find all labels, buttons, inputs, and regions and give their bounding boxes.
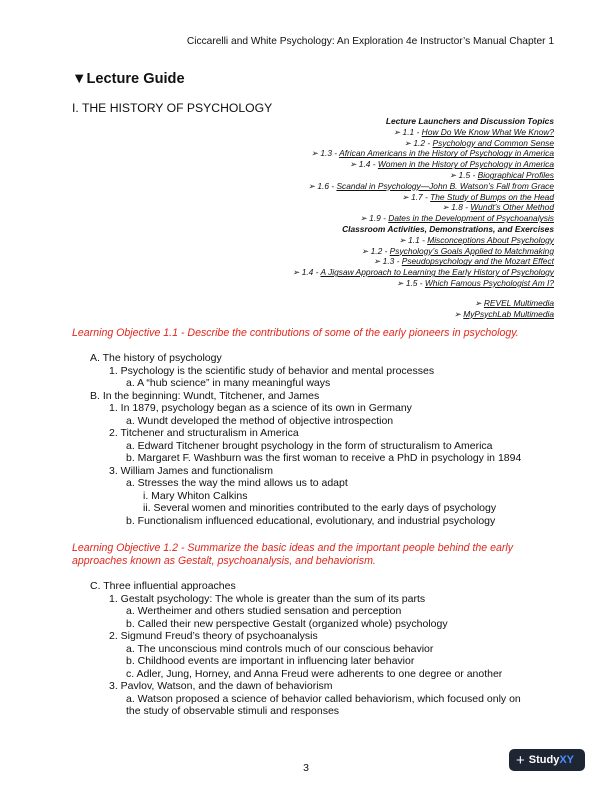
activity-item[interactable]: ➢ 1.2 - Psychology’s Goals Applied to Matchmaking	[361, 245, 554, 256]
multimedia-item[interactable]: ➢ MyPsychLab Multimedia	[453, 308, 554, 319]
brand-label: StudyXY	[528, 754, 575, 766]
outline-section-ab	[72, 352, 552, 527]
outline-item: a. Watson proposed a science of behavior called behaviorism, which focused only on	[126, 692, 521, 705]
launcher-link[interactable]: Scandal in Psychology—John B. Watson’s Fall from Grace	[336, 180, 554, 191]
activity-link[interactable]: A Jigsaw Approach to Learning the Early History of Psychology	[320, 267, 554, 278]
activity-item[interactable]: ➢ 1.5 - Which Famous Psychologist Am I?	[396, 277, 554, 288]
outline-item: b. Called their new perspective Gestalt (organized whole) psychology	[126, 617, 448, 630]
lecture-guide-heading: ▼Lecture Guide	[72, 71, 185, 87]
activity-item[interactable]: ➢ 1.1 - Misconceptions About Psychology	[398, 234, 554, 245]
outline-item: a. Wundt developed the method of objective introspection	[126, 414, 394, 427]
activities-heading: Classroom Activities, Demonstrations, and Exercises	[342, 223, 554, 234]
multimedia-item[interactable]: ➢ REVEL Multimedia	[474, 297, 554, 308]
outline-item: b. Childhood events are important in influencing later behavior	[126, 655, 415, 667]
page-number: 3	[303, 762, 309, 774]
launcher-link[interactable]: Wundt’s Other Method	[470, 202, 554, 213]
outline-item: b. Margaret F. Washburn was the first woman to receive a PhD in psychology in 1894	[126, 452, 522, 464]
outline-item: a. The unconscious mind controls much of our conscious behavior	[126, 642, 434, 655]
outline-item: A. The history of psychology	[90, 352, 222, 364]
learning-objective-1-2: Learning Objective 1.2 - Summarize the basic ideas and the important people behind the early approaches known as Gestalt, psychoanalysis, and behaviorism.	[72, 542, 514, 568]
outline-item: 1. Psychology is the scientific study of behavior and mental processes	[109, 364, 435, 377]
plus-icon: +	[516, 751, 525, 769]
outline-item: 3. Pavlov, Watson, and the dawn of behaviorism	[109, 680, 333, 692]
launcher-item[interactable]: ➢ 1.3 - African Americans in the History of Psychology in America	[310, 148, 554, 159]
outline-item: C. Three influential approaches	[90, 580, 236, 592]
revel-multimedia-link[interactable]: REVEL Multimedia	[483, 297, 554, 308]
outline-item: B. In the beginning: Wundt, Titchener, and James	[90, 389, 320, 402]
outline-item: 1. In 1879, psychology began as a science of its own in Germany	[109, 402, 412, 414]
launcher-item[interactable]: ➢ 1.2 - Psychology and Common Sense	[404, 137, 554, 148]
launcher-link[interactable]: How Do We Know What We Know?	[421, 126, 554, 137]
launcher-link[interactable]: African Americans in the History of Psychology in America	[339, 148, 554, 159]
activity-item[interactable]: ➢ 1.3 - Pseudopsychology and the Mozart Effect	[373, 256, 554, 267]
activity-link[interactable]: Which Famous Psychologist Am I?	[424, 277, 554, 288]
launcher-item[interactable]: ➢ 1.5 - Biographical Profiles	[449, 169, 554, 180]
launcher-item[interactable]: ➢ 1.6 - Scandal in Psychology—John B. Watson’s Fall from Grace	[308, 180, 554, 191]
outline-item: 2. Titchener and structuralism in America	[109, 427, 299, 439]
outline-item: i. Mary Whiton Calkins	[143, 489, 248, 502]
studyxy-badge[interactable]	[509, 749, 585, 771]
outline-item: a. Wertheimer and others studied sensation and perception	[126, 605, 402, 617]
outline-item: 1. Gestalt psychology: The whole is greater than the sum of its parts	[109, 592, 426, 605]
mypsychlab-multimedia-link[interactable]: MyPsychLab Multimedia	[463, 308, 554, 319]
launcher-item[interactable]: ➢ 1.7 - The Study of Bumps on the Head	[401, 191, 554, 202]
outline-item: a. Stresses the way the mind allows us to adapt	[126, 477, 348, 489]
launcher-item[interactable]: ➢ 1.4 - Women in the History of Psychology in America	[349, 159, 554, 170]
activity-link[interactable]: Misconceptions About Psychology	[427, 234, 554, 245]
resource-sidebar	[234, 116, 554, 319]
activity-link[interactable]: Pseudopsychology and the Mozart Effect	[401, 256, 554, 267]
launcher-item[interactable]: ➢ 1.8 - Wundt’s Other Method	[441, 202, 554, 213]
launcher-item[interactable]: ➢ 1.9 - Dates in the Development of Psychoanalysis	[359, 213, 554, 224]
spacer	[234, 289, 554, 298]
outline-item: b. Functionalism influenced educational, evolutionary, and industrial psychology	[126, 514, 496, 527]
launcher-link[interactable]: Psychology and Common Sense	[432, 137, 554, 148]
learning-objective-1-1: Learning Objective 1.1 - Describe the contributions of some of the early pioneers in psychology.	[72, 327, 519, 339]
outline-item: 2. Sigmund Freud’s theory of psychoanalysis	[109, 630, 318, 642]
launcher-item[interactable]: ➢ 1.1 - How Do We Know What We Know?	[393, 126, 554, 137]
outline-item: c. Adler, Jung, Horney, and Anna Freud were adherents to one degree or another	[126, 667, 503, 680]
activity-item[interactable]: ➢ 1.4 - A Jigsaw Approach to Learning the Early History of Psychology	[292, 267, 554, 278]
launcher-link[interactable]: Women in the History of Psychology in America	[377, 159, 554, 170]
activity-link[interactable]: Psychology’s Goals Applied to Matchmaking	[389, 245, 554, 256]
section-title: I. THE HISTORY OF PSYCHOLOGY	[72, 101, 273, 115]
outline-item: a. A “hub science” in many meaningful ways	[126, 377, 331, 389]
launcher-link[interactable]: Dates in the Development of Psychoanalysis	[388, 213, 554, 224]
page-header: Ciccarelli and White Psychology: An Exploration 4e Instructor’s Manual Chapter 1	[186, 36, 554, 47]
outline-item: a. Edward Titchener brought psychology in the form of structuralism to America	[126, 439, 493, 452]
outline-item: the study of observable stimuli and responses	[126, 705, 340, 717]
launchers-heading: Lecture Launchers and Discussion Topics	[385, 116, 554, 126]
launcher-link[interactable]: The Study of Bumps on the Head	[430, 191, 554, 202]
outline-item: ii. Several women and minorities contributed to the early days of psychology	[143, 502, 497, 514]
outline-section-c	[72, 580, 552, 718]
outline-item: 3. William James and functionalism	[109, 464, 273, 477]
launcher-link[interactable]: Biographical Profiles	[477, 169, 554, 180]
